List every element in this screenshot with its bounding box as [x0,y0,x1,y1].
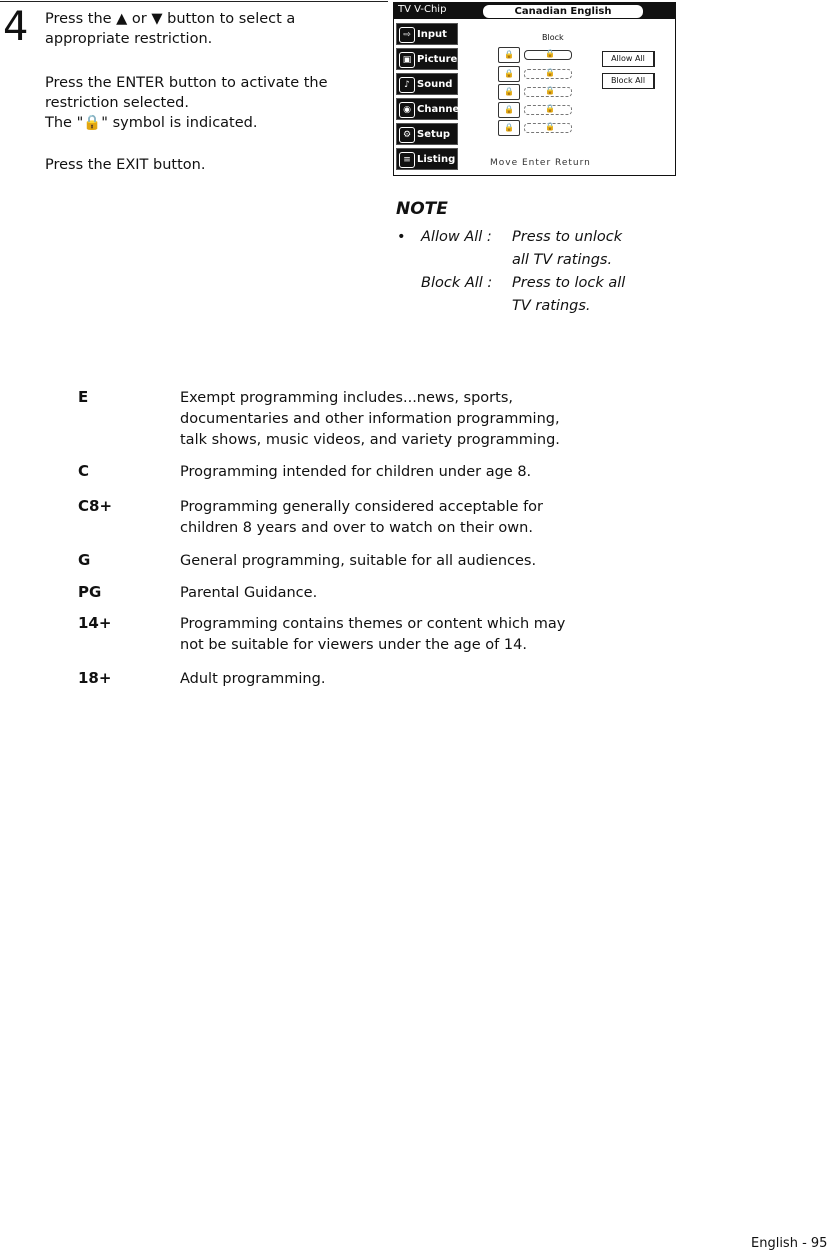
rating-description [180,497,620,539]
lock-icon: 🔒 [498,84,520,100]
step-line: Press the ENTER button to activate the [45,75,328,91]
osd-menu-label: Listing [417,154,456,165]
rating-desc-line: Programming intended for children under age 8. [180,464,532,480]
rating-desc-line: children 8 years and over to watch on their own. [180,520,533,536]
rating-desc-line: Adult programming. [180,671,326,687]
page-number: English - 95 [751,1236,828,1251]
rating-description [180,551,620,572]
osd-title-bar [394,3,675,19]
rating-code: 14+ [78,614,112,632]
osd-rating-bar [524,69,572,79]
step-line: The "🔒" symbol is indicated. [45,115,258,131]
osd-rating-row [498,66,572,80]
note-allow-term: Allow All : [421,229,492,245]
rating-code: C [78,462,90,480]
rating-desc-line: talk shows, music videos, and variety programming. [180,432,560,448]
lock-icon: 🔒 [545,49,555,58]
step-instructions-exit [45,155,205,175]
osd-mode-label: Canadian English [514,6,612,17]
osd-rating-row [498,47,572,61]
rating-desc-line: Programming contains themes or content which may [180,616,566,632]
osd-allow-all-button: Allow All [602,51,655,67]
osd-menu-picture [396,48,458,70]
rating-description [180,388,620,451]
osd-title: TV V-Chip [398,4,447,15]
osd-menu-listing [396,148,458,170]
step-divider [0,1,388,2]
note-title: NOTE [396,199,448,219]
lock-icon: 🔒 [498,47,520,63]
lock-icon: 🔒 [498,120,520,136]
rating-desc-line: Exempt programming includes...news, sports, [180,390,513,406]
rating-description [180,462,620,483]
osd-menu-setup [396,123,458,145]
lock-icon: 🔒 [545,68,555,77]
osd-menu-label: Channel [417,104,463,115]
rating-desc-line: Programming generally considered acceptable for [180,499,544,515]
osd-menu-input [396,23,458,45]
rating-description [180,614,620,656]
rating-desc-line: Parental Guidance. [180,585,318,601]
osd-menu-channel [396,98,463,120]
osd-menu-label: Input [417,29,447,40]
note-block-desc: TV ratings. [512,298,591,314]
osd-block-header: Block [542,33,564,42]
rating-description [180,669,620,690]
input-icon: ⇨ [399,27,415,43]
rating-desc-line: General programming, suitable for all audiences. [180,553,537,569]
step-instructions [45,9,295,49]
lock-icon: 🔒 [545,122,555,131]
step-number: 4 [3,4,29,50]
osd-mode-pill [482,4,644,19]
note-block-term: Block All : [421,275,493,291]
step-line: restriction selected. [45,95,189,111]
osd-rating-bar [524,105,572,115]
osd-menu-sound [396,73,458,95]
picture-icon: ▣ [399,52,415,68]
setup-icon: ⚙ [399,127,415,143]
osd-rating-row [498,102,572,116]
osd-menu-label: Picture [417,54,458,65]
rating-desc-line: not be suitable for viewers under the age of 14. [180,637,527,653]
rating-code: 18+ [78,669,112,687]
note-bullet: • [397,229,406,245]
lock-icon: 🔒 [545,104,555,113]
osd-menu-label: Sound [417,79,453,90]
lock-icon: 🔒 [498,102,520,118]
tv-osd-screenshot [393,2,676,176]
rating-desc-line: documentaries and other information programming, [180,411,560,427]
osd-block-all-button: Block All [602,73,655,89]
rating-description [180,583,620,604]
note-block-desc: Press to lock all [512,275,626,291]
osd-menu-label: Setup [417,129,451,140]
sound-icon: ♪ [399,77,415,93]
osd-rating-row [498,120,572,134]
step-line: Press the EXIT button. [45,157,206,173]
osd-side-menu [394,21,463,175]
note-allow-desc: Press to unlock [512,229,623,245]
step-line: appropriate restriction. [45,31,213,47]
osd-rating-bar [524,50,572,60]
lock-icon: 🔒 [498,66,520,82]
rating-code: PG [78,583,102,601]
rating-code: C8+ [78,497,113,515]
osd-rating-bar [524,123,572,133]
rating-code: G [78,551,91,569]
listing-icon: ≡ [399,152,415,168]
osd-rating-row [498,84,572,98]
note-allow-desc: all TV ratings. [512,252,613,268]
channel-icon: ◉ [399,102,415,118]
step-instructions-enter [45,73,328,133]
osd-footer-hints: Move Enter Return [490,158,591,168]
rating-code: E [78,388,89,406]
step-line: Press the ▲ or ▼ button to select a [45,11,296,27]
osd-rating-bar [524,87,572,97]
lock-icon: 🔒 [545,86,555,95]
